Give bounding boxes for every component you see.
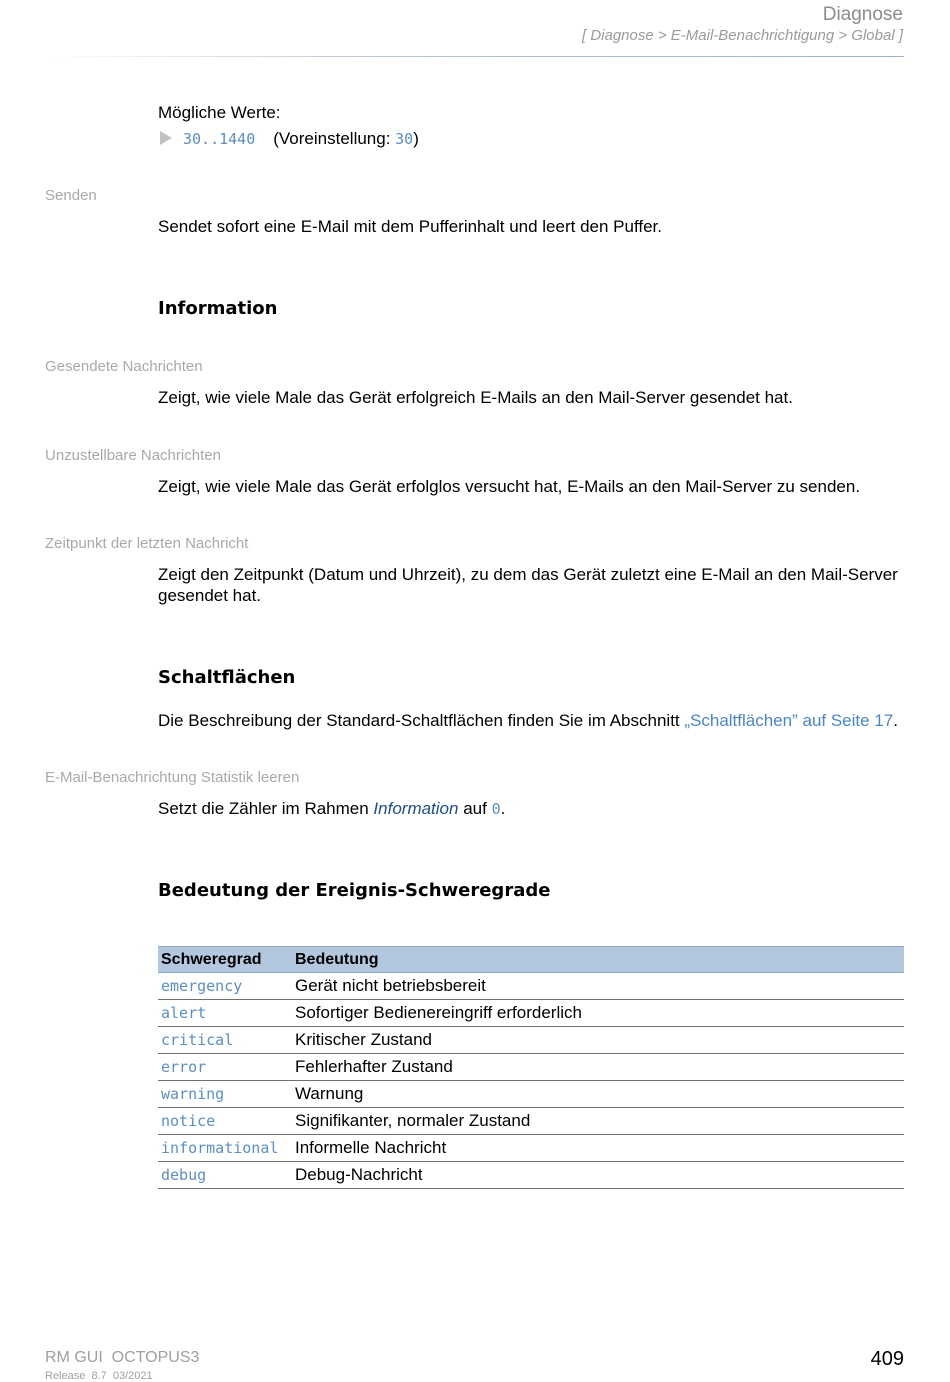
value-range: 30..1440: [183, 130, 256, 148]
severity-meaning: Informelle Nachricht: [292, 1135, 904, 1162]
severity-code: error: [158, 1054, 292, 1081]
reset-text-after: .: [500, 799, 506, 818]
reset-stats-description: [158, 798, 505, 820]
table-row: [158, 1108, 904, 1135]
senden-label: Senden: [45, 187, 97, 204]
table-row: [158, 1000, 904, 1027]
buttons-text-after: .: [893, 711, 898, 730]
sent-messages-label: Gesendete Nachrichten: [45, 358, 203, 375]
severity-table: [158, 946, 904, 1189]
severity-code: debug: [158, 1162, 292, 1189]
last-message-description-line2: gesendet hat.: [158, 586, 262, 605]
severity-code: informational: [158, 1135, 292, 1162]
undeliverable-label: Unzustellbare Nachrichten: [45, 447, 221, 464]
information-heading: Information: [158, 298, 278, 319]
severity-meaning: Debug-Nachricht: [292, 1162, 904, 1189]
reset-text-middle: auf: [458, 799, 492, 818]
table-row: [158, 1054, 904, 1081]
severity-code: critical: [158, 1027, 292, 1054]
column-header-severity: Schweregrad: [158, 947, 292, 973]
footer-product: RM GUI OCTOPUS3: [45, 1349, 200, 1366]
breadcrumb: [ Diagnose > E-Mail-Benachrichtigung > Global ]: [581, 27, 903, 44]
table-header-row: [158, 947, 904, 973]
header-divider: [45, 56, 904, 57]
default-suffix: ): [413, 129, 419, 148]
table-row: [158, 1135, 904, 1162]
buttons-section-link[interactable]: „Schaltflächen” auf Seite 17: [684, 711, 894, 730]
severity-code: notice: [158, 1108, 292, 1135]
header-title: Diagnose: [822, 4, 903, 25]
footer-release: Release 8.7 03/2021: [45, 1370, 153, 1382]
reset-text-before: Setzt die Zähler im Rahmen: [158, 799, 374, 818]
possible-values-label: Mögliche Werte:: [158, 103, 281, 122]
severity-meaning: Sofortiger Bedienereingriff erforderlich: [292, 1000, 904, 1027]
information-link[interactable]: Information: [373, 799, 459, 818]
reset-value: 0: [491, 800, 501, 818]
table-row: [158, 973, 904, 1000]
bullet-arrow-icon: [160, 131, 172, 145]
severity-meaning: Signifikanter, normaler Zustand: [292, 1108, 904, 1135]
severity-meaning: Fehlerhafter Zustand: [292, 1054, 904, 1081]
sent-messages-description: Zeigt, wie viele Male das Gerät erfolgreich E-Mails an den Mail-Server gesendet hat.: [158, 388, 793, 407]
buttons-text-before: Die Beschreibung der Standard-Schaltflächen finden Sie im Abschnitt: [158, 711, 685, 730]
undeliverable-description: Zeigt, wie viele Male das Gerät erfolglos versucht hat, E-Mails an den Mail-Server zu senden.: [158, 477, 861, 496]
last-message-description-line1: Zeigt den Zeitpunkt (Datum und Uhrzeit), zu dem das Gerät zuletzt eine E-Mail an den Mail-Server: [158, 565, 898, 584]
severity-meaning: Kritischer Zustand: [292, 1027, 904, 1054]
column-header-meaning: Bedeutung: [292, 947, 904, 973]
severity-code: warning: [158, 1081, 292, 1108]
reset-stats-label: E-Mail-Benachrichtung Statistik leeren: [45, 769, 300, 786]
default-value: 30: [395, 130, 414, 148]
senden-description: Sendet sofort eine E-Mail mit dem Pufferinhalt und leert den Puffer.: [158, 217, 662, 236]
default-prefix: (Voreinstellung:: [273, 129, 396, 148]
table-row: [158, 1081, 904, 1108]
possible-values-item: [160, 128, 419, 150]
buttons-heading: Schaltflächen: [158, 667, 296, 688]
page-number: 409: [870, 1348, 904, 1370]
table-row: [158, 1027, 904, 1054]
severity-code: alert: [158, 1000, 292, 1027]
severity-meaning: Warnung: [292, 1081, 904, 1108]
severity-meaning: Gerät nicht betriebsbereit: [292, 973, 904, 1000]
last-message-label: Zeitpunkt der letzten Nachricht: [45, 535, 249, 552]
table-row: [158, 1162, 904, 1189]
severity-heading: Bedeutung der Ereignis-Schweregrade: [158, 880, 551, 901]
severity-code: emergency: [158, 973, 292, 1000]
buttons-description: [158, 710, 898, 731]
